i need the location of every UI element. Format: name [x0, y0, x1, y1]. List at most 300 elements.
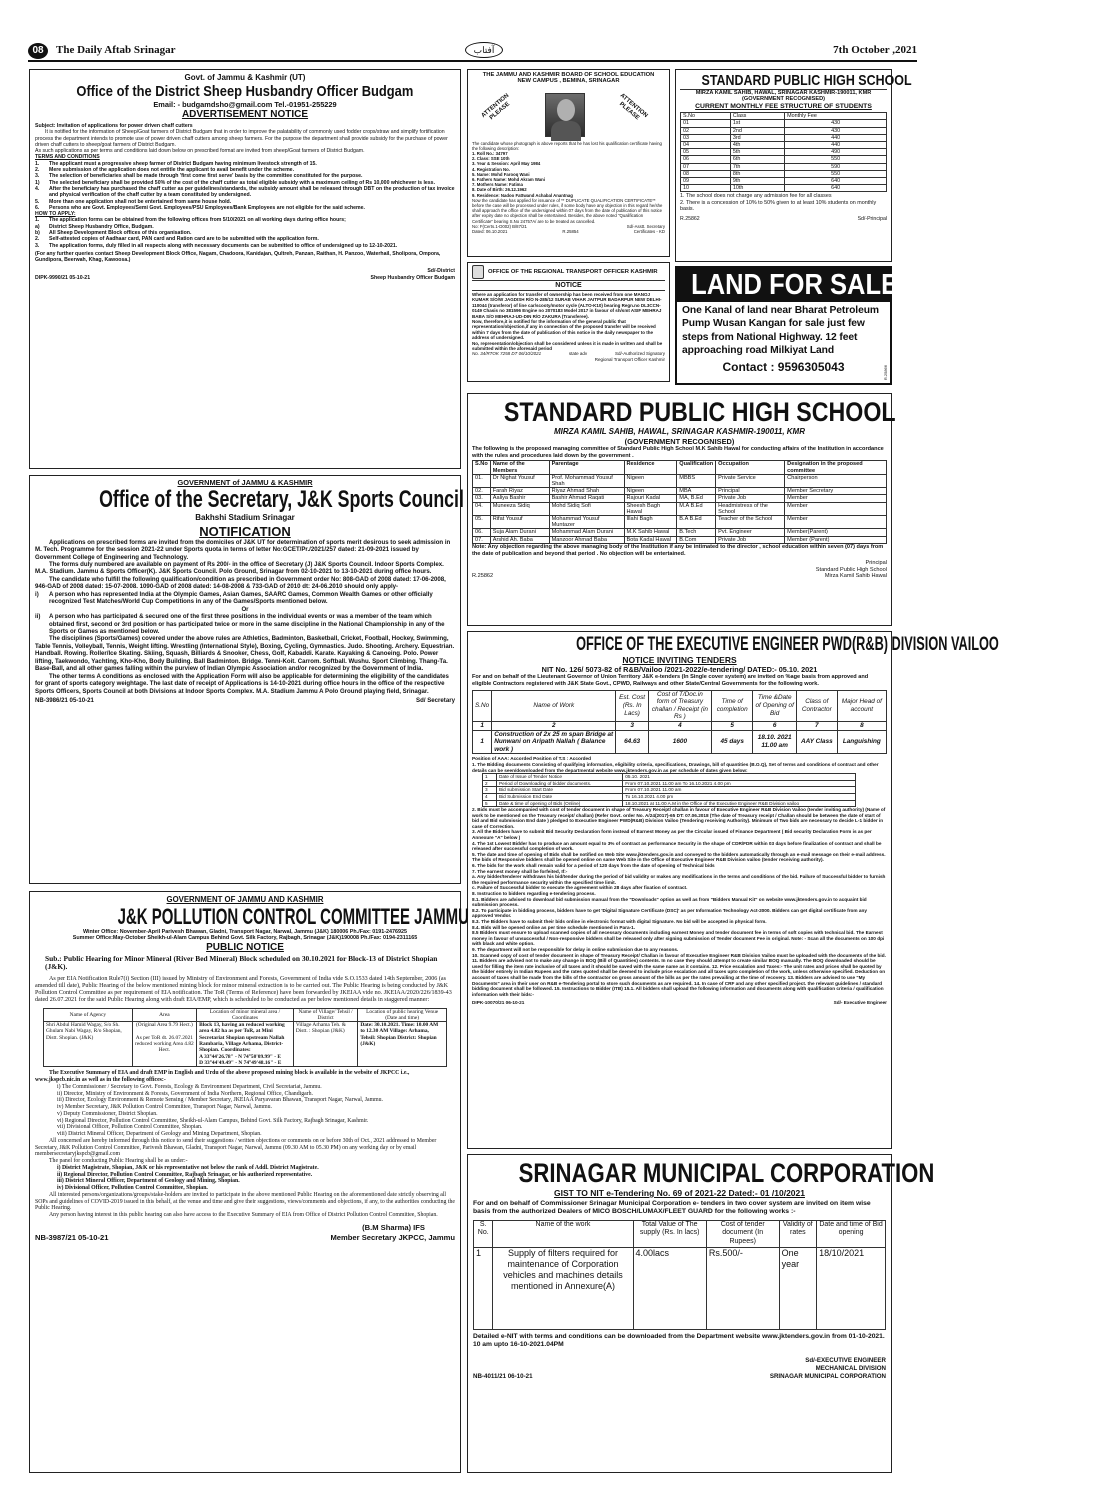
pwd-header: Time &Date of Opening of Bid [753, 690, 797, 721]
sports-notice-heading: NOTIFICATION [199, 523, 291, 539]
sphs-committee-notice [467, 393, 896, 626]
list-number: 4. [35, 185, 40, 192]
pwd-header: S.No [473, 690, 492, 721]
list-number: b) [35, 230, 40, 237]
list-text: District Sheep Husbandry Office, Budgam. [49, 223, 154, 230]
pcc-para-3: All concerned are hereby informed through this notice to send their suggestions / written objections or comments on or before 30th of Oct., 2021 addressed to Member Secretary, J&K Pollution Control Committee, Parivesh Bhawan, Gladni, Transport Nagar, Narwal, Jammu (09.30 AM to 05.30 PM) on any working day or by email membersecretaryjkspcb@gmail.com [35, 1137, 437, 1158]
sphs-fee-title: STANDARD PUBLIC HIGH SCHOOL [680, 72, 887, 90]
table-cell: Private Job [716, 495, 785, 502]
table-cell: 06 [681, 156, 731, 163]
pcc-para-2: The Executive Summary of EIA and draft EMP in English and Urdu of the above proposed mining block is available in the website of JKPCC i.e., www.jkspcb.nic.in as well as in the following offices:- [35, 1070, 410, 1084]
committee-header: Qualification [677, 461, 716, 474]
sports-ref: NB-3986/21 05-10-21 [35, 697, 94, 705]
office-item: i) The Commissioner / Secretary to Govt. Forests, Ecology & Environment Department, Civil Secretariat, Jammu. [57, 1083, 322, 1090]
table-row [681, 127, 887, 134]
land-body: One Kanal of land near Bharat Petroleum Pump Wusan Kangan for sale just few steps from National Highway. 12 feet approaching road Milkiyat Land [682, 305, 879, 357]
pwd-conditions [472, 807, 887, 997]
attention-left: ATTENTION PLEASE [480, 92, 512, 122]
smc-cell: One year [779, 1247, 817, 1329]
jkbose-subtitle: NEW CAMPUS , BEMINA, SRINAGAR [517, 78, 620, 85]
office-item: vii) Divisional Officer, Pollution Control Committee, Shopian. [57, 1124, 203, 1131]
table-cell: 550 [785, 170, 887, 177]
pwd-cell: 1600 [648, 730, 711, 754]
sphs-comm-sd-1: Principal [865, 560, 887, 567]
committee-header: Designation in the proposed committee [785, 461, 887, 474]
pwd-header: Major Head of account [837, 690, 886, 721]
fee-note: 2. There is a concession of 10% to 50% given to at least 10% students on monthly basis. [680, 199, 877, 213]
sheep-signature: Sheep Husbandry Officer Budgam [370, 274, 455, 281]
table-cell: 05. [473, 516, 491, 529]
table-row [473, 536, 887, 543]
rto-sd-2: Regional Transport Officer Kashmir [594, 356, 665, 362]
sheep-signature-title: Sd/-District [427, 267, 455, 274]
detail-line: 6. Fathers Name: Mohd Akram Wani [472, 177, 545, 183]
pollution-control-notice [29, 891, 469, 1473]
pcc-venue: Date: 30.10.2021. Time: 10.00 AM to 12.30 AM Village: Arhama, Tehsil: Shopian District: Shopian (J&K) [358, 1022, 447, 1067]
masthead [28, 42, 917, 62]
pcc-header: Location of minor mineral area / Coordinates [197, 1008, 294, 1022]
pwd-condition: 7. The earnest money shall be forfeited, If:- [472, 868, 568, 874]
pwd-col-number: 4 [648, 721, 711, 730]
office-item: vi) Regional Director, Pollution Control Committee, Sheikh-ul-Alam Campus, Behind Govt. Silk Factory, Rajbagh Srinagar, Kashmir. [57, 1117, 369, 1124]
sheep-terms-list [35, 161, 455, 211]
logo: آفتاب [465, 42, 503, 58]
table-cell: 4th [730, 142, 784, 149]
fee-note: 1. The school does not charge any admission fee for all classes [680, 193, 832, 200]
fee-header: Monthly Fee [785, 113, 887, 120]
pwd-title: OFFICE OF THE EXECUTIVE ENGINEER PWD(R&B) DIVISION VAILOO [576, 634, 999, 655]
table-cell: 07 [681, 163, 731, 170]
list-text: Self-attested copies of Aadhaar card, PAN card and Ration card are to be submitted with the application form. [49, 236, 319, 243]
table-row [681, 156, 887, 163]
table-cell: Headmistress of the School [716, 502, 785, 515]
table-cell: Muneeza Sidiq [490, 502, 549, 515]
pwd-condition: 8.2. To participate in bidding process, bidders have to get 'Digital Signature Certificate (DSC)' as per Information Technology Act-2000. Bidders can get digital certificate from any approved Vendor. [472, 907, 867, 919]
fee-table [680, 112, 887, 192]
sports-or: Or [241, 605, 249, 613]
table-cell: 07. [473, 536, 491, 543]
sheep-husbandry-advertisement [29, 69, 461, 469]
office-item: iii) Director, Ecology Environment & Remote Sensing / Member Secretary, JKEIAA Paryavaran Bhawan, Transport Nagar, Narwal, Jammu. [57, 1097, 383, 1104]
pwd-cell: 45 days [711, 730, 752, 754]
list-number: 5. [35, 198, 40, 205]
sphs-comm-ref: R.25862 [472, 572, 494, 579]
schedule-cell: From 07.10.2021 11.00 am To 16.10.2021 4.00 pm [623, 780, 855, 787]
table-cell: 10th [730, 185, 784, 192]
table-cell: Rajouri Kadal [624, 495, 677, 502]
table-cell: 3rd [730, 134, 784, 141]
pcc-title: J&K POLLUTION CONTROL COMMITTEE JAMMU [117, 904, 469, 929]
smc-cell: 18/10/2021 [817, 1247, 886, 1329]
table-cell: Member [785, 495, 887, 502]
schedule-row [483, 774, 856, 781]
sports-condition-2: A person who has participated & secured one of the first three positions in the individual events or was a member of the team which obtained first, second or 3rd position or has participated twice or more in the same discipline in the National Championship in any of the Sports or Games as mentioned below. [49, 613, 445, 636]
jkbose-notice [467, 69, 670, 257]
schedule-cell: From 07.10.2021 11.00 am [623, 787, 855, 794]
pwd-cell: 18.10. 2021 11.00 am [753, 730, 797, 754]
table-cell: 430 [785, 120, 887, 127]
candidate-photo [545, 93, 585, 137]
jkbose-ref-1: No: F(Certs.1-D002) B/87/21 [472, 223, 527, 229]
detail-line: 1. Roll No.: 34797 [472, 151, 508, 156]
table-cell: 2nd [730, 127, 784, 134]
rto-notice-heading: NOTICE [472, 280, 665, 291]
pwd-notice-heading: NOTICE INVITING TENDERS [622, 655, 737, 665]
table-cell: B.Tech [677, 529, 716, 536]
schedule-row [483, 780, 856, 787]
sports-para-1: Applications on prescribed forms are invited from the domiciles of J&K UT for determination of sports merit desirous to seek admission in M. Tech. Programme for the session 2021-22 under Sports quota in terms of letter No:GCET/Pr./2021/257 dated: 21-09-2021 issued by Government College of Engineering and Technology. [35, 538, 451, 561]
pwd-schedule-table [482, 773, 856, 807]
schedule-cell: 4 [483, 793, 497, 800]
table-cell: 7th [730, 163, 784, 170]
table-cell: 06. [473, 529, 491, 536]
sphs-fee-subtitle: CURRENT MONTHLY FEE STRUCTURE OF STUDENTS [695, 102, 872, 110]
table-cell: Bashir Ahmad Raqati [549, 495, 624, 502]
pcc-para-4: The panel for conducting Public Hearing shall be as under:- [49, 1158, 188, 1165]
table-cell: Bota Kadal Hawal [624, 536, 677, 543]
table-cell: B.A B.Ed [677, 516, 716, 529]
schedule-cell: Period of Downloading of bidder documents. [497, 780, 623, 787]
table-row [681, 178, 887, 185]
pcc-header: Name of Village/ Tehsil / District [293, 1008, 357, 1022]
pwd-condition: 9. The department will not be responsible for delay in online submission due to any reasons. [472, 946, 679, 952]
sports-para-3: The candidate who fulfill the following qualification/condition as prescribed in Government order No: 808-GAD of 2008 dated: 17-06-2008, 946-GAD of 2008 dated: 15-07-2008. 1090-GAD of 2008 dated: 14-08-2008 & 733-GAD of 2010 dt: 24-06.2010 should only apply- [35, 575, 446, 591]
list-number: 1. [35, 217, 40, 224]
smc-header: Date and time of Bid opening [817, 1220, 886, 1247]
table-cell: 640 [785, 185, 887, 192]
coordinate: A 33°44'26.78" - N 74°50'09.99" - E [199, 1053, 281, 1060]
table-cell: MBBS [677, 474, 716, 487]
jkbose-dept: Certificates - KD [633, 229, 665, 235]
rto-body-3: No, representation/objection shall be considered unless it is made in written and shall be submitted within the aforesaid period [472, 340, 663, 352]
smc-cell: Supply of filters required for maintenance of Corporation vehicles and machines details mentioned in Annexure(A) [493, 1247, 633, 1329]
sheep-further-info: (For any further queries contact Sheep Development Block Office, Nagam, Chadoora, Kanidajan, Qultreh, Panzan, Raithan, H. Panzoo, Waterhail, Sholipora, Ompora, Gundipora, Beerwah, Khag, Kawoosa.) [35, 250, 441, 264]
table-row [473, 474, 887, 487]
sports-sub: Bakhshi Stadium Srinagar [195, 512, 295, 522]
table-cell: Prof. Mohammad Yousuf Shah [549, 474, 624, 487]
table-cell: 6th [730, 156, 784, 163]
table-cell: 09 [681, 178, 731, 185]
sphs-comm-recognised: (GOVERNMENT RECOGNISED) [624, 437, 735, 446]
table-cell: 1st [730, 120, 784, 127]
table-cell: MBA [677, 488, 716, 495]
table-cell: 03. [473, 495, 491, 502]
pwd-condition: c. Failure of Successful bidder to execute the agreement within 28 days after fixation of contract. [472, 885, 688, 891]
sports-para-5: The other terms A conditions as enclosed with the Application Form will also be applicable for determining the eligibility of the candidates for grant of sports category weightage. The last date of receipt of Applications is 14-10-2021 during office hours in the office of the respective Sports Officers, Sports Council at both Divisions at Indoor Sports Complex. M.A. Stadium Jammu A Polo Ground playing field, Srinagar. [35, 672, 449, 695]
list-text: The applicant must a progressive sheep farmer of District Budgam having minimum livestock strength of 15. [49, 160, 317, 167]
pcc-village: Village Arhama Teh. & Distt. : Shopian (J&K) [293, 1022, 357, 1067]
table-cell: Manzoor Ahmad Baba [549, 536, 624, 543]
sheep-reference: DIPK-9990/21 05-10-21 [35, 274, 91, 281]
office-item: v) Deputy Commissioner, District Shopian. [57, 1110, 158, 1117]
pcc-area: (Original Area 9.79 Hect.) As per ToR dt. 26.07.2021 reduced working Area 4.82 Hect. [132, 1022, 196, 1067]
pwd-condition: 8.3. The Bidders have to submit their bids online in electronic format with digital Signature. No bid will be accepted in physical form. [472, 918, 767, 924]
table-cell: Mohd Sidiq Sofi [549, 502, 624, 515]
list-number: 1) [35, 179, 40, 186]
sports-para-2: The forms duly numbered are available on payment of Rs 200/- in the office of Secretary (J) J&K Sports Council. Indoor Sports Complex. M.A. Stadium. Jammu & Sports Officer(K). J&K Sports Council. Polo Ground, Srinagar from 02-10-2021 to 13-10-2021 during office hours. [35, 560, 444, 576]
pcc-sd-2: Member Secretary JKPCC, Jammu [330, 1232, 455, 1242]
pwd-condition: 6. The bids for the work shall remain valid for a period of 120 days from the date of opening of Technical bids [472, 863, 715, 869]
smc-ref: NB-4011/21 06-10-21 [473, 1372, 533, 1380]
pcc-sd-1: (B.M Sharma) IFS [362, 1222, 425, 1232]
attention-right: ATTENTION PLEASE [617, 92, 649, 122]
issue-date: 7th October ,2021 [833, 44, 917, 56]
smc-header: Total Value of The supply (Rs. In lacs) [633, 1220, 706, 1247]
schedule-cell: 1 [483, 774, 497, 781]
table-cell: 590 [785, 163, 887, 170]
sphs-comm-sd-2: Standard Public High School [815, 566, 887, 573]
pwd-condition: 4. The 1st Lowest Bidder has to produce an amount equal to 3% of contract as performance Security in the shape of CDR/FDR within 03 days before finalization of contract and shall be released after successful completion of work. [472, 840, 882, 852]
rto-body: Where an application for transfer of ownership has been received from one MANOJ KUMAR S/O/W JAGDISH R/O N-285/12 SURAB VIHAR JAITPUR BADARPUR NEW DELHI-110044 (transferor) of line car/scooty/motor cycle (ALTO-K10) bearing Regn.no DL3CCN-0149 Chasis no 381596 Engine no 2070183 Model 2017 in favour of sh/smt ASIF MEHRAJ BABA S/O MEHRAJ-UD-DIN R/O ZAKURA (Transferee). [472, 292, 662, 319]
smc-table [473, 1220, 886, 1330]
table-cell: Teacher of the School [716, 516, 785, 529]
schedule-cell: Bid submission Start Date [497, 787, 623, 794]
land-title: LAND FOR SALE [677, 268, 890, 302]
list-text: The application forms can be obtained from the following offices from 5/10/2021 on all working days during office hours; [49, 217, 346, 224]
table-row [473, 488, 887, 495]
schedule-cell: To 16.10.2021 4.00 pm [623, 793, 855, 800]
detail-line: 5. Name: Mohd Farooq Wani [472, 171, 530, 177]
list-text: After the beneficiary has purchased the chaff cutter as per guidelines/standards, the subsidy amount shall be released through DBT on the production of tax invoice and physical verification of the chaff cutter by a team constituted by undersigned. [49, 185, 455, 199]
pwd-cell: Construction of 2x 25 m span Bridge at Nunwani on Aripath Nallah ( Balance work ) [492, 730, 616, 754]
table-cell: M.K Sahib Hawal [624, 529, 677, 536]
list-number: 3. [35, 173, 40, 180]
sheep-contact: Email: - budgamdsho@gmail.com Tel.-01951-255229 [153, 100, 337, 109]
schedule-row [483, 793, 856, 800]
jkbose-lead: The candidate whose photograph is above reports that he has lost his qualification certificate having the following description: [472, 140, 662, 151]
table-cell: 550 [785, 156, 887, 163]
fee-header: Class [730, 113, 784, 120]
pwd-col-number: 8 [837, 721, 886, 730]
table-cell: 8th [730, 170, 784, 177]
pwd-col-number: 5 [711, 721, 752, 730]
schedule-cell: 18.10.2021 at 11.00 A.M in the Office of the Executive Engineer R&B Division vailoo [623, 800, 855, 807]
sheep-terms-heading: TERMS AND CONDITIONS [35, 154, 100, 161]
list-number: 2. [35, 167, 40, 174]
table-cell: Rifat Yousuf [490, 516, 549, 529]
schedule-row [483, 787, 856, 794]
table-cell: 10 [681, 185, 731, 192]
list-number: 2. [35, 236, 40, 243]
table-row [473, 516, 887, 529]
jkbose-title: THE JAMMU AND KASHMIR BOARD OF SCHOOL EDUCATION [482, 72, 655, 78]
pwd-header: Time of completion [711, 690, 752, 721]
table-cell: Arshid Ah. Baba [490, 536, 549, 543]
schedule-cell: 5 [483, 800, 497, 807]
committee-table [472, 460, 887, 543]
table-cell: Member Secretary [785, 488, 887, 495]
list-item [35, 243, 455, 249]
pwd-condition: 10. Scanned copy of cost of tender document in shape of Treasury Receipt/ Challan in favour of Executive Engineer R&B Division Vailoo must be uploaded with the documents of the bid. 11. Bidders are advised not to make any change in BOQ (Bill of Quantities) contents. In no case they should attempt to create similar BOQ manually. The BOQ downloaded should be used for filling the item rate inclusive of all taxes and it should be saved with the same name as it contains. 12. Price escalation and Taxes:- The unit rates and prices shall be quoted by the bidder entirely in Indian Rupees and the rates quoted shall be deemed to include price escalation and all taxes upto completion of the work, unless otherwise specified. Deduction on account of taxes shall be made from the bills of the contractor on gross amount of the bills as per the rates prevailing at the time of recovery. 13. Bidders are advised to use "My Documents" area in their user on R&B e-Tendering portal to store such documents as are required. 14. In case of CRF and any other specified project. the relevant guidelines / standard bidding document shall be followed. 15. Instructions to Bidder (ITB) 15.1. All bidders shall upload the following information and documents along with qualification criteria / qualification information with their bids:- [472, 952, 886, 997]
table-row [681, 185, 887, 192]
pwd-cell: 64.63 [616, 730, 648, 754]
list-number: 3. [35, 242, 40, 249]
sheep-apply-heading: HOW TO APPLY: [35, 211, 76, 218]
fee-header: S.No [681, 113, 731, 120]
land-ref: R.25866 [883, 365, 888, 381]
pcc-location: Block 13, having an reduced working area 4.82 ha as per ToR, at Mini Secretariat Shopian upstream Nallah Rambaria, Village Arhama, District-Shopian. Coordinates: A 33°44'26.78" - N 74°50'09.99" - E D 33°44'49.49" - N 74°49'48.16" - E [197, 1022, 294, 1067]
table-cell: Illahi Bagh [624, 516, 677, 529]
pcc-header: Area [132, 1008, 196, 1022]
pwd-condition: 8.1. Bidders are advised to download bid submission manual from the "Downloads" option as well as from "Bidders Manual Kit" on website www.jktenders.gov.in to acquaint bid submission process. [472, 896, 867, 908]
committee-header: Occupation [716, 461, 785, 474]
sphs-fee-recognised: (GOVERNMENT RECOGNISED) [742, 96, 825, 103]
smc-cell: 4.00lacs [633, 1247, 706, 1329]
pwd-header: Est. Cost (Rs. In Lacs) [616, 690, 648, 721]
panel-item: iv) Divisional Officer, Pollution Control Committee, Shopian. [57, 1185, 208, 1192]
detail-line: 8. Date of Birth: 26.12.1962 [472, 187, 527, 193]
smc-sd-1: Sd/-EXECUTIVE ENGINEER [805, 1357, 886, 1365]
sphs-fee-address: MIRZA KAMIL SAHIB, HAWAL, SRINAGAR KASHMIR-190011, KMR [695, 90, 872, 96]
list-number: 6. [35, 204, 40, 211]
jkbose-body: Now the candidate has applied for issuance of ** DUPLICATE QUALIFICATION CERTIFICATE** before the case will be processed under rules, if some body have any objection in this regard he/she shall approach the office of the undersigned within 07 days from the date of publication of this notice after expiry date no objection shall be entertained. Besides, the above noted "Qualification Certificate" bearing S.No 24757A/ are to be treated as cancelled. [472, 197, 663, 224]
pwd-condition: 2. Bids must be accompanied with cost of tender document in shape of Treasury Receipt/ challan in favour of Executive Engineer R&B Division Vailoo (tender inviting authority) (Name of work to be mentioned on the Treasury receipt/ challan) (Refer Govt. order No. A/24(2017)-65 DT: 07.06.2018 (The date of Treasury receipt / Challan should be between the date of start of bid and Bid submission End date ) pledged to Executive Engineer PWD(R&B) Division Vailoo (Tendering receiving Authority). Minimum of Two bids are necessary to decide L-1 bidder in case of Correction. [472, 807, 886, 829]
table-cell: 04 [681, 142, 731, 149]
table-row [681, 120, 887, 127]
sports-title: Office of the Secretary, J&K Sports Council [99, 485, 464, 513]
table-cell: 640 [785, 178, 887, 185]
list-number: a) [35, 223, 40, 230]
sphs-comm-address: MIRZA KAMIL SAHIB, HAWAL, SRINAGAR KASHMIR-190011, KMR [554, 427, 805, 436]
pcc-header: Location of public hearing Venue (Date and time) [358, 1008, 447, 1022]
sheep-intro: It is notified for the information of Sheep/Goat farmers of District Budgam that in order to improve the palatability of commonly used fodder crops/straw and simplify fortification process the department intends to promote use of power driven chaff cutters among sheep farmers. For the purpose the department shall provide subsidy for the purchase of power driven chaff cutters to sheep/goat farmers of District Budgam. [35, 129, 448, 148]
table-cell: M.A B.Ed [677, 502, 716, 515]
fee-notes [680, 193, 887, 212]
panel-item: i) District Magistrate, Shopian, J&K or his representative not below the rank of Addl. District Magistrate. [57, 1164, 319, 1171]
rto-emblem [472, 265, 484, 279]
pwd-col-number: 2 [492, 721, 616, 730]
schedule-cell: 3 [483, 787, 497, 794]
page-number: 08 [28, 43, 48, 59]
land-for-sale-ad [675, 266, 899, 385]
table-cell: Mohammad Yousuf Muntazer [549, 516, 624, 529]
panel-item: ii) Regional Director, Pollution Control Committee, Rajbagh Srinagar, or his authorized representative. [57, 1171, 313, 1178]
pcc-ref: NB-3987/21 05-10-21 [35, 1232, 109, 1242]
smc-tender-notice [467, 1154, 935, 1473]
smc-intro: For and on behalf of Commissioner Srinagar Municipal Corporation e- tenders in two cover system are invited on item wise basis from the authorized Dealers of MICO BOSCH/LUMAX/FLEET GUARD for the following works :- [473, 1200, 871, 1216]
pwd-header: Cost of T/Doc.in form of Treasury challan / Receipt (in Rs ) [648, 690, 711, 721]
pcc-header: Name of Agency [44, 1008, 133, 1022]
table-cell: Pvt. Engineer [716, 529, 785, 536]
schedule-cell: 05.10. 2021 [623, 774, 855, 781]
table-cell: Member [785, 502, 887, 515]
pcc-offices [35, 1084, 455, 1138]
rto-body-2: Now, therefore,it is notified for the information of the general public that representation/objection,if any in connection of the proposed transfer will be received within 7 days from the date of publication of this notice in the daily newspaper to the address of undersigned. [472, 319, 656, 341]
list-text: Persons who are Govt. Employees/Semi Govt. Employees/PSU Employees/Bank Employees are not eligible for the said scheme. [49, 204, 365, 211]
sphs-comm-sd-3: Mirza Kamil Sahib Hawal [824, 572, 887, 579]
committee-header: Name of the Members [490, 461, 549, 474]
pwd-col-number: 3 [616, 721, 648, 730]
table-cell: 01 [681, 120, 731, 127]
pwd-condition: 8.4. Bids will be opened online as per time schedule mentioned in Para-1. [472, 924, 636, 930]
smc-sd-2: MECHANICAL DIVISION [815, 1365, 886, 1372]
rto-notice [467, 262, 670, 382]
list-text: The selection of beneficiaries shall be made through 'first come first serve' basis by the committee constituted for the purpose. [49, 173, 363, 180]
pwd-position: Position of AAA: Accorded Position of T.S : Accorded [472, 756, 592, 762]
schedule-cell: Bid Submission End Date [497, 793, 623, 800]
table-cell: Riyaz Ahmad Shah [549, 488, 624, 495]
rto-sd: Sd/-Authorized Signatory [614, 351, 665, 357]
table-row [681, 163, 887, 170]
office-item: viii) District Mineral Officer, Department of Geology and Mining Department, Shopian. [57, 1131, 262, 1138]
list-text: All Sheep Development Block offices of this organisation. [49, 230, 192, 237]
sheep-title: Office of the District Sheep Husbandry Officer Budgam [76, 83, 414, 100]
table-row [681, 149, 887, 156]
table-cell: 08 [681, 170, 731, 177]
table-row [473, 529, 887, 536]
table-cell: Private Service [716, 474, 785, 487]
list-text: More than one application shall not be entertained from same house hold. [49, 198, 232, 205]
pwd-col-number: 6 [753, 721, 797, 730]
sheep-govt: Govt. of Jammu & Kashmir (UT) [184, 73, 306, 82]
table-cell: 440 [785, 142, 887, 149]
table-cell: 430 [785, 127, 887, 134]
table-cell: Principal [716, 488, 785, 495]
schedule-cell: 2 [483, 780, 497, 787]
pwd-condition: 5. The date and time of opening of Bids shall be notified on Web Site www.jktenders.gov.in and conveyed to the bidders automatically through an e-mail message on their e-mail address. The bids of Responsive bidders shall be opened online on same Web Site in the Office of Executive Engineer R&B Division vailoo (tender receiving authority). [472, 851, 886, 863]
table-cell: 02 [681, 127, 731, 134]
table-cell: 5th [730, 149, 784, 156]
jkbose-details [472, 151, 665, 198]
table-cell: Member [785, 516, 887, 529]
sphs-fee-structure [675, 69, 912, 262]
smc-header: Validity of rates [779, 1220, 817, 1247]
smc-header: S. No. [474, 1220, 493, 1247]
table-cell: 440 [785, 134, 887, 141]
smc-title: SRINAGAR MUNICIPAL CORPORATION [518, 1158, 935, 1188]
pwd-header: Class of Contractor [796, 690, 837, 721]
table-row [681, 170, 887, 177]
smc-detail: Detailed e-NIT with terms and conditions can be downloaded from the Department website www.jktenders.gov.in from 01-10-2021. 10 am upto 16-10-2021.04PM [473, 1332, 885, 1348]
pcc-agency: Shri Abdul Hamid Wagay, S/o Sh. Ghulam Nabi Wagay, R/o Shopian, Distt. Shopian. (J&K) [44, 1022, 133, 1067]
table-cell: Sheesh Bagh Hawal [624, 502, 677, 515]
coordinate: D 33°44'49.49" - N 74°49'48.16" - E [199, 1059, 282, 1066]
table-cell: Member (Parent) [785, 536, 887, 543]
table-cell: Chairperson [785, 474, 887, 487]
pcc-para-1: As per EIA Notification Rule7(i) Section (III) issued by Ministry of Environment and Forests, Government of India vide S.O.1533 dated 14th September, 2006 (as amended till date), Public Hearing of the below mentioned mining block for minor mineral extraction is to be carried out. The Public Hearing is being conducted by J&K Pollution Control Committee as per requirement of EIA notification. The ToR (Terms of Reference) have been forwarded by JKEIAA vide no. JKEIAA/2020/226/1839-43 dated 26.07.2021 for the said Public Hearing along with draft EIA/EMP, which is scheduled to be conducted as per below mentioned details in staggered manner: [35, 975, 452, 1004]
fee-ref: R.25862 [680, 215, 700, 222]
rto-ref: No. 34/RTOK 7258 DT 06/10/2021 [472, 351, 542, 357]
table-cell: Member(Parent) [785, 529, 887, 536]
pwd-ref: DIPK-10070/21 06-10-21 [472, 1000, 525, 1006]
pcc-winter: Winter Office: November-April Parivesh Bhawan, Gladni, Transport Nagar, Narwal, Jammu (J&K) 180006 Ph./Fax: 0191-2476925 [82, 929, 408, 935]
smc-header: Cost of tender document (In Rupees) [706, 1220, 779, 1247]
pwd-condition: a. Any bidder/tenderer withdraws his bid/tender during the period of bid validity or makes any modifications in the terms and conditions of the bid. Failure of Successful bidder to furnish the required performance security within the specified time limit. [472, 874, 886, 885]
table-row [681, 142, 887, 149]
pwd-condition: 8. Instruction to bidders regarding e-tendering process. [472, 891, 596, 896]
sheep-subject: Subject: Invitation of applications for power driven chaff cutters [35, 123, 193, 129]
table-cell: Farah Riyaz [490, 488, 549, 495]
schedule-cell: Date of Issue of Tender Notice [497, 774, 623, 781]
pwd-condition: 3. All the Bidders have to submit Bid Security Declaration form instead of Earnest Money as per the Circular issued of Finance Department ( Bid security Declaration Form is as per Annexure "A" below ) [472, 829, 872, 841]
smc-cell: 1 [474, 1247, 493, 1329]
detail-line: 4. Registration No. [472, 166, 510, 172]
pwd-condition: 8.5 Bidders must ensure to upload scanned copies of all necessary documents including earnest Money and tender document fee in terms of soft copies with technical bid. The Earnest money in favour of unsuccessful / Non-responsive bidders shall be released only after signing submission of Tender document Fee in original. Note: - Scan all the documents on 100 dpi with black and white option. [472, 930, 885, 947]
list-item [35, 186, 455, 199]
list-number: 1. [35, 160, 40, 167]
pwd-col-number: 7 [796, 721, 837, 730]
sheep-apply-list [35, 217, 455, 248]
schedule-cell: Date & time of opening of Bids (Online) [497, 800, 623, 807]
sports-condition-1: A person who has represented India at the Olympic Games, Asian Games, SAARC Games, Common Wealth Games or other officially recognized Test Matches/World Cup Competitions in any of the Games/Sports mentioned below. [49, 590, 433, 606]
fee-sd: Sd/-Principal [857, 215, 887, 222]
pwd-cell: 1 [473, 730, 492, 754]
table-cell: 01. [473, 474, 491, 487]
table-cell: 04. [473, 502, 491, 515]
list-text: The application forms, duly filled in all respects along with necessary documents can be submitted to office of undersigned up to 12-10-2021. [49, 242, 398, 249]
committee-header: Parentage [549, 461, 624, 474]
pwd-header: Name of Work [492, 690, 616, 721]
